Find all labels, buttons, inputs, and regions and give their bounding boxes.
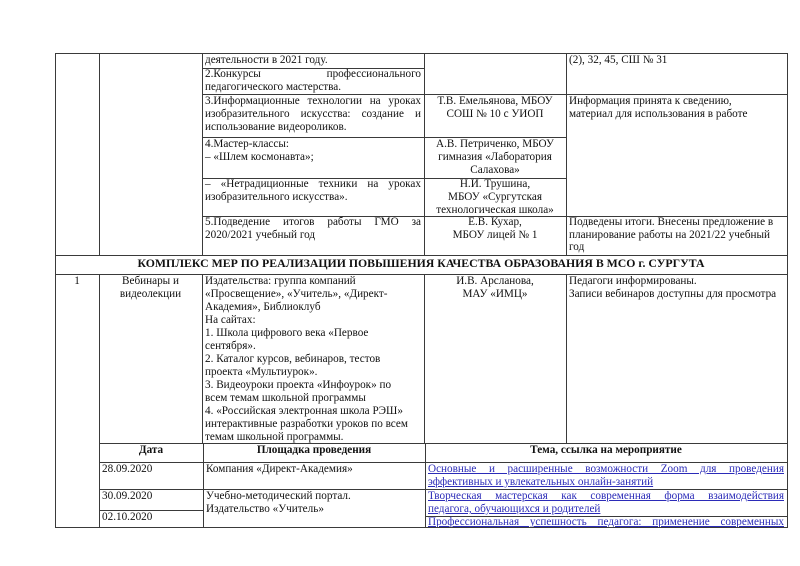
description-cell (202, 275, 424, 443)
description-text: проекта «Мультиурок». (205, 366, 318, 378)
speaker-cell-3 (424, 95, 566, 137)
result-cell-3 (566, 95, 787, 215)
speaker-text: МБОУ «Сургутская (448, 191, 542, 203)
table-border-right (787, 53, 788, 527)
schedule-topic (425, 463, 787, 489)
description-text: Издательства: группа компаний (205, 275, 356, 287)
description-text: интерактивные разработки уроков по всем (205, 418, 408, 430)
schedule-date (99, 490, 203, 510)
speaker-text: гимназия «Лаборатория (438, 151, 552, 163)
topic-cell-6 (202, 216, 424, 255)
speaker-text: МБОУ лицей № 1 (452, 229, 538, 241)
result-text: планирование работы на 2021/22 учебный (569, 228, 771, 241)
speaker-text: Т.В. Емельянова, МБОУ (437, 95, 553, 107)
result-text: материал для использования в работе (569, 108, 748, 120)
venue-text: Издательство «Учитель» (206, 503, 324, 515)
speaker-text: Н.И. Трушина, (459, 178, 531, 190)
header-date (99, 444, 203, 462)
row-line (55, 255, 788, 256)
topic-cell-1 (202, 54, 424, 68)
topic-text: 4.Мастер-классы: (205, 138, 289, 150)
event-type-text: Вебинары и (122, 275, 179, 287)
topic-text: 3.Информационные технологии на уроках (205, 95, 421, 107)
description-text: «Просвещение», «Учитель», «Директ- (205, 288, 388, 300)
speaker-cell-5 (424, 178, 566, 216)
topic-cell-4 (202, 138, 424, 178)
venue-text: Учебно-методический портал. (206, 490, 351, 502)
result-text: Подведены итоги. Внесены предложение в (569, 216, 774, 228)
description-text: всем темам школьной программы (205, 392, 366, 404)
responsible-text: И.В. Арсланова, (456, 275, 534, 287)
speaker-text: СОШ № 10 с УИОП (446, 108, 544, 120)
venue-text: Компания «Директ-Академия» (206, 463, 353, 475)
section-header (55, 257, 787, 274)
date-text: 02.10.2020 (102, 511, 153, 523)
topic-text: изобразительного искусства: создание и (205, 108, 421, 120)
event-link[interactable]: педагога, обучающихся и родителей (428, 503, 601, 515)
description-text: 1. Школа цифрового века «Первое (205, 327, 369, 339)
result-text: (2), 32, 45, СШ № 31 (569, 54, 668, 66)
schedule-date (99, 463, 203, 489)
event-link[interactable]: Творческая мастерская как современная форма взаимодействия (428, 490, 784, 502)
topic-text: – «Шлем космонавта»; (205, 151, 314, 163)
header-topic (425, 444, 787, 462)
topic-text: педагогического мастерства. (205, 81, 342, 93)
speaker-text: А.В. Петриченко, МБОУ (436, 138, 554, 150)
speaker-cell-6 (424, 216, 566, 255)
description-text: 3. Видеоуроки проекта «Инфоурок» по (205, 379, 392, 391)
date-text: 28.09.2020 (102, 463, 153, 475)
speaker-text: Салахова» (470, 164, 520, 176)
row-number: 1 (74, 275, 80, 287)
header-venue (203, 444, 425, 462)
date-text: 30.09.2020 (102, 490, 153, 502)
topic-text: 5.Подведение итогов работы ГМО за (205, 216, 421, 228)
description-text: 2. Каталог курсов, вебинаров, тестов (205, 353, 381, 365)
topic-cell-2 (202, 68, 424, 94)
header-topic-label: Тема, ссылка на мероприятие (530, 444, 682, 456)
topic-cell-5 (202, 178, 424, 216)
row-number-cell (55, 275, 99, 305)
description-text: 4. «Российская электронная школа РЭШ» (205, 405, 403, 417)
event-type-cell (99, 275, 202, 305)
responsible-cell (424, 275, 566, 305)
speaker-text: технологическая школа» (436, 204, 554, 216)
description-text: Академия», Библиоклуб (205, 301, 321, 313)
topic-text: использование видеороликов. (205, 121, 347, 133)
schedule-venue (203, 490, 425, 527)
description-text: сентября». (205, 340, 256, 352)
topic-text: 2.Конкурсы профессионального (205, 68, 421, 80)
schedule-topic (425, 490, 787, 516)
event-link[interactable]: Основные и расширенные возможности Zoom для проведения (428, 463, 784, 475)
result-text: Педагоги информированы. (569, 275, 697, 287)
topic-text: изобразительного искусства». (205, 191, 348, 203)
webinar-result-cell (566, 275, 787, 305)
topic-text: деятельности в 2021 году. (205, 54, 328, 66)
result-text: Записи вебинаров доступны для просмотра (569, 288, 777, 300)
result-text: год (569, 241, 585, 253)
event-link[interactable]: Профессиональная успешность педагога: применение современных (428, 516, 784, 527)
schedule-venue (203, 463, 425, 489)
schedule-topic (425, 516, 787, 527)
responsible-text: МАУ «ИМЦ» (462, 288, 528, 300)
description-text: На сайтах: (205, 314, 256, 326)
topic-cell-3 (202, 95, 424, 137)
schedule-date (99, 511, 203, 527)
speaker-text: Е.В. Кухар, (468, 216, 522, 228)
event-link[interactable]: эффективных и увлекательных онлайн-занятий (428, 476, 654, 488)
column-divider-1 (99, 53, 100, 255)
topic-text: – «Нетрадиционные техники на уроках (205, 178, 421, 190)
header-venue-label: Площадка проведения (256, 444, 372, 456)
header-date-label: Дата (138, 444, 164, 456)
table-border-bottom (55, 527, 788, 528)
topic-text: 2020/2021 учебный год (205, 229, 316, 241)
section-title: КОМПЛЕКС МЕР ПО РЕАЛИЗАЦИИ ПОВЫШЕНИЯ КАЧЕСТВА ОБРАЗОВАНИЯ В МСО г. СУРГУТА (137, 257, 705, 270)
speaker-cell-4 (424, 138, 566, 178)
result-cell-6 (566, 216, 787, 255)
result-text: Информация принята к сведению, (569, 95, 732, 107)
description-text: темам школьной программы. (205, 431, 344, 443)
result-cell-1 (566, 54, 787, 94)
event-type-text: видеолекции (119, 288, 182, 300)
